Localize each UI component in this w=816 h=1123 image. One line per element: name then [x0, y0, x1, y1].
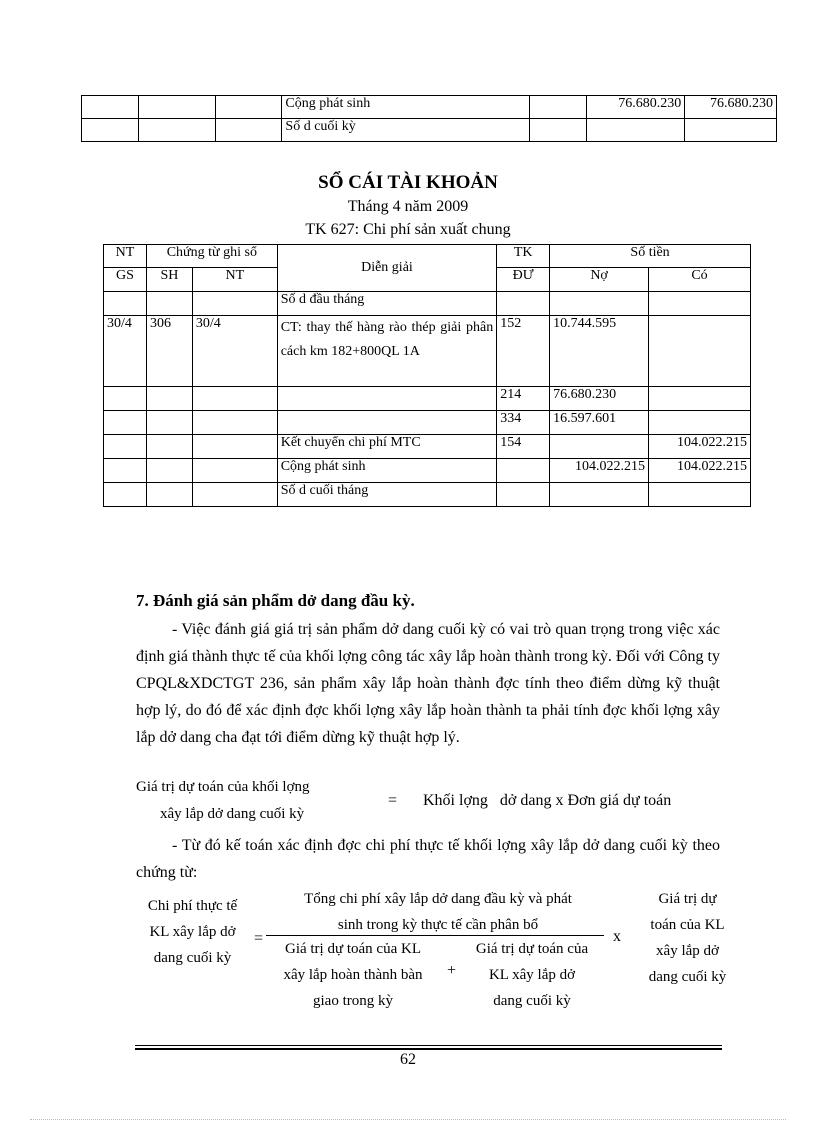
eq2-denominator-line: dang cuối kỳ	[493, 993, 571, 1009]
sh-cell	[146, 292, 192, 316]
eq1-right: Khối lợng dở dang x Đơn giá dự toán	[423, 792, 672, 809]
header-amount: Số tiền	[550, 245, 751, 268]
ledger-title: SỔ CÁI TÀI KHOẢN	[318, 172, 498, 193]
section-paragraph-2: - Từ đó kế toán xác định đợc chi phí thực tế khối lợng xây lắp dở dang cuối kỳ theo chứng từ:	[136, 837, 720, 881]
eq2-rhs-line: dang cuối kỳ	[648, 969, 727, 985]
debit-cell: 76.680.230	[586, 96, 685, 119]
ntgs-cell	[104, 435, 147, 459]
header-ntgs: NT	[104, 245, 147, 268]
sh-cell	[146, 459, 192, 483]
eq2-lhs-line: dang cuối kỳ	[153, 950, 232, 966]
tk-cell: 214	[497, 387, 550, 411]
header-gs: GS	[104, 268, 147, 292]
ntgs-cell	[104, 459, 147, 483]
tk-cell: 334	[497, 411, 550, 435]
nt-cell: 30/4	[192, 316, 277, 387]
nt-cell	[192, 435, 277, 459]
header-debit: Nợ	[550, 268, 649, 292]
table-row	[104, 387, 751, 411]
debit-cell: 104.022.215	[550, 459, 649, 483]
header-credit: Có	[649, 268, 751, 292]
ntgs-cell	[104, 483, 147, 507]
eq2-times: x	[613, 928, 621, 945]
eq2-lhs-line: Chi phí thực tế	[147, 898, 238, 914]
eq1-equals: =	[388, 792, 398, 809]
desc-cell: Số d đầu tháng	[277, 292, 497, 316]
desc-cell: CT: thay thế hàng rào thép giải phân cách km 182+800QL 1A	[277, 316, 497, 387]
credit-cell: 76.680.230	[685, 96, 777, 119]
credit-cell	[649, 411, 751, 435]
debit-cell	[550, 483, 649, 507]
eq2-denominator-line: giao trong kỳ	[313, 993, 393, 1009]
desc-cell: Số d cuối tháng	[277, 483, 497, 507]
eq2-numerator-line: sinh trong kỳ thực tế cần phân bổ	[337, 917, 539, 933]
page-number: 62	[400, 1051, 416, 1068]
eq2-denominator-line: Giá trị dự toán của KL	[284, 941, 421, 957]
credit-cell: 104.022.215	[649, 435, 751, 459]
desc-cell	[277, 411, 497, 435]
desc-cell: Cộng phát sinh	[277, 459, 497, 483]
section-heading: 7. Đánh giá sản phẩm dở dang đầu kỳ.	[136, 591, 415, 610]
eq2-numerator	[268, 886, 608, 938]
eq2-rhs-line: toán của KL	[650, 917, 725, 933]
eq2-rhs-line: xây lắp dở	[656, 943, 719, 959]
top-ledger-fragment	[81, 95, 777, 142]
eq2-plus: +	[447, 962, 457, 979]
ntgs-cell: 30/4	[104, 316, 147, 387]
debit-cell: 76.680.230	[550, 387, 649, 411]
ledger-month: Tháng 4 năm 2009	[347, 198, 469, 215]
sh-cell: 306	[146, 316, 192, 387]
table-row	[104, 435, 751, 459]
ledger-table	[103, 244, 751, 507]
footer-rule-top	[135, 1045, 722, 1046]
debit-cell	[586, 119, 685, 142]
nt-cell	[192, 483, 277, 507]
eq2-denominator-line: xây lắp hoàn thành bàn	[283, 967, 423, 983]
eq2-denominator-a	[262, 936, 444, 1014]
header-du: ĐƯ	[497, 268, 550, 292]
credit-cell	[649, 387, 751, 411]
tk-cell	[497, 292, 550, 316]
debit-cell: 16.597.601	[550, 411, 649, 435]
eq2-denominator-b	[462, 936, 602, 1014]
eq2-lhs	[130, 893, 255, 971]
header-voucher: Chứng từ ghi sổ	[146, 245, 277, 268]
table-row	[104, 459, 751, 483]
credit-cell	[649, 483, 751, 507]
eq1-left-line1: Giá trị dự toán của khối lợng	[136, 779, 310, 795]
table-row	[104, 292, 751, 316]
table-row	[104, 483, 751, 507]
tk-cell	[497, 483, 550, 507]
nt-cell	[192, 387, 277, 411]
debit-cell	[550, 435, 649, 459]
desc-cell: Kết chuyển chi phí MTC	[277, 435, 497, 459]
nt-cell	[192, 459, 277, 483]
nt-cell	[192, 292, 277, 316]
tk-cell: 154	[497, 435, 550, 459]
credit-cell	[649, 316, 751, 387]
eq2-numerator-line: Tổng chi phí xây lắp dở dang đầu kỳ và phát	[304, 891, 572, 907]
eq1-left-line2: xây lắp dở dang cuối kỳ	[160, 806, 305, 822]
header-tk: TK	[497, 245, 550, 268]
table-row	[82, 119, 777, 142]
eq2-rhs	[630, 886, 745, 990]
page-bottom-dotted-rule	[30, 1119, 786, 1120]
section-paragraph: - Việc đánh giá giá trị sản phẩm dở dang cuối kỳ có vai trò quan trọng trong việc xác định giá thành thực tế của khối lợng công tác xây lắp hoàn thành trong kỳ. Đối với Công ty CPQL&XDCTGT 236, sản phẩm xây lắp hoàn thành đợc tính theo điểm dừng kỹ thuật hợp lý, do đó để xác định đợc khối lợng xây lắp hoàn thành ta phải tính đợc khối lợng xây lắp dở dang cha đạt tới điểm dừng kỹ thuật hợp lý.	[136, 621, 720, 746]
credit-cell	[685, 119, 777, 142]
sh-cell	[146, 483, 192, 507]
tk-cell	[497, 459, 550, 483]
eq2-denominator-line: Giá trị dự toán của	[475, 941, 589, 957]
sh-cell	[146, 435, 192, 459]
debit-cell	[550, 292, 649, 316]
table-row	[104, 316, 751, 387]
sh-cell	[146, 387, 192, 411]
eq2-denominator-line: KL xây lắp dở	[488, 967, 576, 983]
debit-cell: 10.744.595	[550, 316, 649, 387]
eq2-equals: =	[254, 930, 264, 947]
tk-cell: 152	[497, 316, 550, 387]
header-row	[104, 245, 751, 268]
header-nt: NT	[192, 268, 277, 292]
header-sh: SH	[146, 268, 192, 292]
desc-cell: Cộng phát sinh	[282, 96, 530, 119]
eq2-lhs-line: KL xây lắp dở	[149, 924, 236, 940]
desc-cell: Số d cuối kỳ	[282, 119, 530, 142]
credit-cell: 104.022.215	[649, 459, 751, 483]
table-row	[104, 411, 751, 435]
credit-cell	[649, 292, 751, 316]
ledger-account: TK 627: Chi phí sản xuất chung	[305, 221, 511, 238]
ntgs-cell	[104, 387, 147, 411]
header-desc: Diễn giải	[277, 245, 497, 292]
desc-cell	[277, 387, 497, 411]
table-row	[82, 96, 777, 119]
footer-rule-bottom	[135, 1048, 722, 1050]
ntgs-cell	[104, 411, 147, 435]
eq2-rhs-line: Giá trị dự	[658, 891, 717, 907]
sh-cell	[146, 411, 192, 435]
ntgs-cell	[104, 292, 147, 316]
nt-cell	[192, 411, 277, 435]
